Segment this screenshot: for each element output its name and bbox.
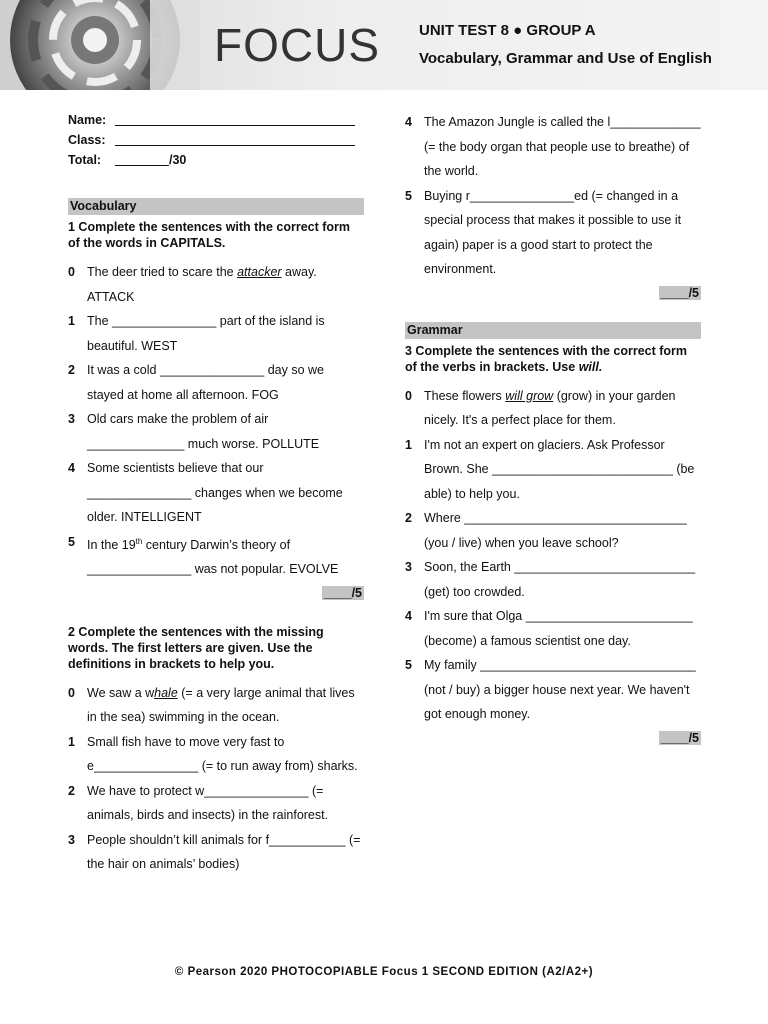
exercise-1-instruction: 1 Complete the sentences with the correct form of the words in CAPITALS. (68, 220, 351, 250)
example-answer: will grow (505, 388, 554, 403)
ex2-item-1[interactable]: 1 Small fish have to move very fast to e_______________ (= to run away from) sharks. (68, 734, 358, 774)
unit-subtitle: Vocabulary, Grammar and Use of English (419, 50, 712, 67)
class-field[interactable] (115, 134, 355, 146)
ex1-item-4[interactable]: 4 Some scientists believe that our _______________ changes when we become older. INTELLIGENT (68, 461, 343, 524)
exercise-2-instruction: 2 Complete the sentences with the missing words. The first letters are given. Use the definitions in brackets to help you. (68, 624, 324, 671)
ex3-item-4[interactable]: 4 I'm sure that Olga ________________________ (become) a famous scientist one day. (405, 609, 693, 648)
ex1-item-0: 0 The deer tried to scare the attacker away. ATTACK (68, 265, 317, 304)
example-answer: hale (154, 685, 178, 700)
total-label: Total: (68, 153, 102, 167)
ex2-item-2[interactable]: 2 We have to protect w_______________ (= animals, birds and insects) in the rainforest. (68, 783, 329, 823)
class-row (68, 130, 364, 150)
ex1-item-5[interactable]: 5 In the 19th century Darwin’s theory of _______________ was not popular. EVOLVE (68, 534, 339, 577)
exercise-1-items (68, 260, 364, 582)
exercise-2-items-right (405, 110, 701, 282)
ex1-item-2[interactable]: 2 It was a cold _______________ day so we stayed at home all afternoon. FOG (68, 363, 324, 402)
ex1-item-3[interactable]: 3 Old cars make the problem of air ______________ much worse. POLLUTE (68, 412, 320, 451)
name-field[interactable] (115, 114, 355, 126)
exercise-2-items-left (68, 681, 364, 877)
ex2-item-3[interactable]: 3 People shouldn’t kill animals for f___________ (= the hair on animals’ bodies) (68, 832, 361, 872)
exercise-3-items (405, 384, 701, 727)
ex2-item-0: 0 We saw a whale (= a very large animal that lives in the sea) swimming in the ocean. (68, 685, 355, 725)
ex1-item-1[interactable]: 1 The _______________ part of the island is beautiful. WEST (68, 314, 325, 353)
total-field[interactable] (115, 154, 169, 166)
exercise-1-score: ____/5 (323, 585, 362, 600)
swirl-logo-graphic (0, 0, 200, 90)
left-column (68, 110, 364, 877)
right-column (405, 110, 701, 745)
exercise-3-instruction: 3 Complete the sentences with the correct form of the verbs in brackets. Use will. (405, 343, 688, 374)
total-suffix: /30 (169, 153, 187, 167)
name-label: Name: (68, 113, 107, 127)
ex3-item-5[interactable]: 5 My family _______________________________ (not / buy) a bigger house next year. We haven't got enough money. (405, 658, 696, 721)
page-footer: © Pearson 2020 PHOTOCOPIABLE Focus 1 SECOND EDITION (A2/A2+) (174, 966, 594, 978)
unit-title: UNIT TEST 8 ● GROUP A (419, 22, 596, 39)
grammar-heading: Grammar (405, 322, 701, 339)
example-answer: attacker (237, 265, 282, 279)
ex3-item-0: 0 These flowers will grow (grow) in your garden nicely. It's a perfect place for them. (405, 388, 676, 427)
ex3-item-1[interactable]: 1 I'm not an expert on glaciers. Ask Professor Brown. She __________________________ (be able) to help you. (405, 437, 695, 501)
class-label: Class: (68, 133, 106, 147)
vocabulary-heading: Vocabulary (68, 198, 364, 215)
exercise-2-score: ____/5 (660, 285, 699, 300)
ex2-item-4[interactable]: 4 The Amazon Jungle is called the l_____________ (= the body organ that people use to breathe) of the world. (405, 115, 701, 178)
page-header (0, 0, 768, 90)
ex3-item-2[interactable]: 2 Where ________________________________ (you / live) when you leave school? (405, 511, 687, 550)
ex2-item-5[interactable]: 5 Buying r_______________ed (= changed in a special process that makes it possible to use it again) paper is a good start to protect the environment. (405, 188, 682, 276)
total-row (68, 150, 364, 170)
focus-logo: FOCUS (214, 19, 380, 71)
exercise-3-score: ____/5 (660, 730, 699, 745)
ex3-item-3[interactable]: 3 Soon, the Earth __________________________ (get) too crowded. (405, 560, 696, 599)
name-row (68, 110, 364, 130)
